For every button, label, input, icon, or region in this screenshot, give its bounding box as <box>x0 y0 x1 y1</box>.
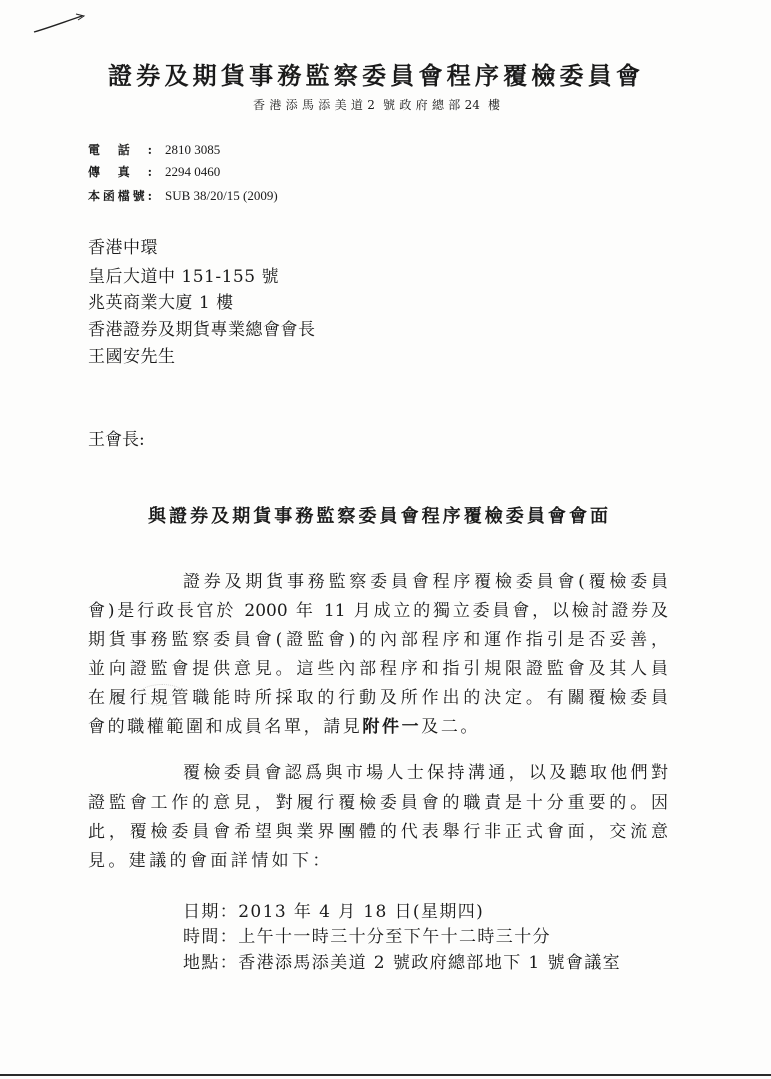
letterhead-title: 證券及期貨事務監察委員會程序覆檢委員會 <box>108 61 640 90</box>
letter-subject: 與證券及期貨事務監察委員會程序覆檢委員會會面 <box>148 506 608 527</box>
paragraph1-line: 會)是行政長官於 2000 年 11 月成立的獨立委員會，以檢討證券及 <box>88 601 668 621</box>
paragraph1-line: 並向證監會提供意見。這些內部程序和指引規限證監會及其人員 <box>88 659 668 679</box>
scan-smudge <box>138 684 186 706</box>
recipient-line: 香港中環 <box>88 238 158 258</box>
meeting-venue <box>183 952 621 974</box>
letterhead-address: 香港添馬添美道2 號政府總部24 樓 <box>253 98 500 112</box>
page-edge-line <box>0 1074 771 1076</box>
meeting-time-value: 上午十一時三十分至下午十二時三十分 <box>238 927 552 947</box>
meeting-time <box>183 926 551 948</box>
paragraph2-line: 證監會工作的意見，對履行覆檢委員會的職責是十分重要的。因 <box>88 793 668 813</box>
reference-label: 本函檔號: <box>88 189 152 203</box>
meeting-venue-value: 香港添馬添美道 2 號政府總部地下 1 號會議室 <box>238 953 622 973</box>
paragraph1-text: 會的職權範圍和成員名單，請見 <box>88 717 363 737</box>
salutation: 王會長: <box>88 430 145 450</box>
fax-label: 傳真: <box>88 165 152 179</box>
paragraph1-text: 及二。 <box>421 717 481 737</box>
paragraph1-line: 期貨事務監察委員會(證監會)的內部程序和運作指引是否妥善， <box>88 630 668 650</box>
meeting-time-label: 時間： <box>183 927 239 947</box>
recipient-line: 皇后大道中 151-155 號 <box>88 267 279 287</box>
paragraph2-line: 覆檢委員會認爲與市場人士保持溝通，以及聽取他們對 <box>183 763 668 783</box>
paragraph1-line: 在履行規管職能時所採取的行動及所作出的決定。有關覆檢委員 <box>88 688 668 708</box>
recipient-line: 香港證券及期貨專業總會會長 <box>88 320 316 340</box>
annex-reference: 附件一 <box>362 717 422 737</box>
phone-value: 2810 3085 <box>165 142 221 157</box>
meeting-date-label: 日期： <box>183 902 239 922</box>
recipient-line: 兆英商業大廈 1 樓 <box>88 293 234 313</box>
pen-mark <box>30 8 90 42</box>
paragraph1-last-line <box>88 716 480 738</box>
paragraph1-line: 證券及期貨事務監察委員會程序覆檢委員會(覆檢委員 <box>183 572 668 592</box>
recipient-name: 王國安先生 <box>88 347 176 367</box>
reference-value: SUB 38/20/15 (2009) <box>165 188 278 203</box>
fax-value: 2294 0460 <box>165 164 221 179</box>
phone-label: 電話: <box>88 143 152 157</box>
paragraph2-line: 此，覆檢委員會希望與業界團體的代表舉行非正式會面，交流意 <box>88 822 668 842</box>
meeting-date <box>183 901 484 923</box>
meeting-venue-label: 地點： <box>183 953 239 973</box>
paragraph2-line: 見。建議的會面詳情如下： <box>88 851 333 871</box>
meeting-date-value: 2013 年 4 月 18 日(星期四) <box>238 902 485 922</box>
